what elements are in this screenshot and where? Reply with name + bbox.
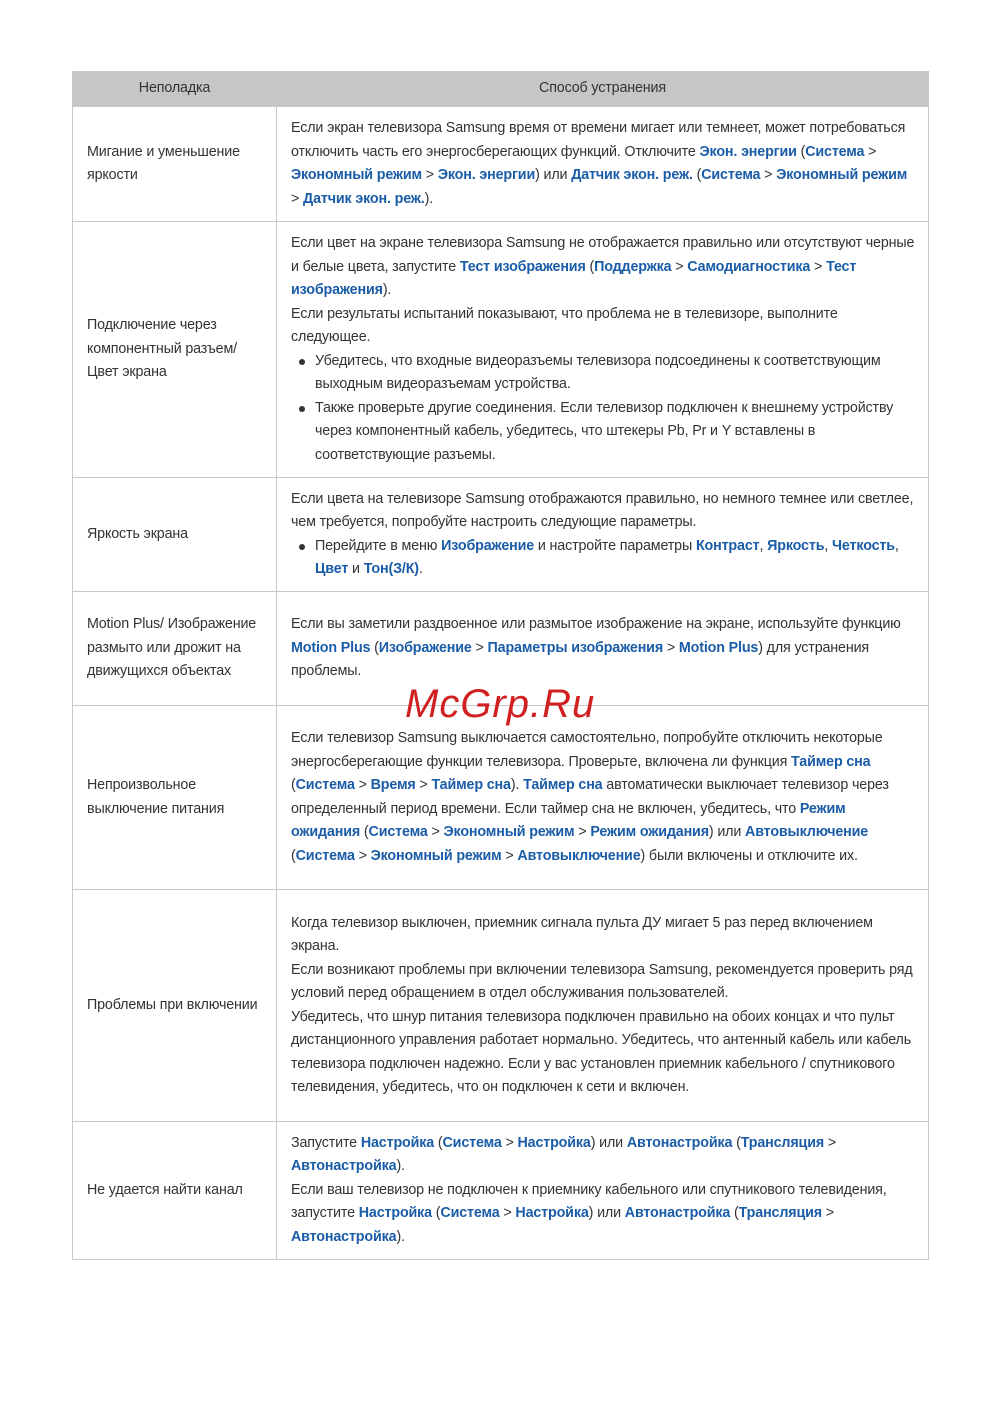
- text-segment: >: [501, 1134, 518, 1151]
- text-segment: Если вы заметили раздвоенное или размытое изображение на экране, используйте функцию: [291, 616, 901, 633]
- text-segment: Если возникают проблемы при включении телевизора Samsung, рекомендуется проверить ряд условий перед обращением в отдел обслуживания пользователей.: [291, 961, 913, 1001]
- menu-path-link: Автонастройка: [624, 1205, 731, 1222]
- solution-cell: [277, 107, 929, 222]
- paragraph: [291, 117, 916, 211]
- menu-path-link: Датчик экон. реж.: [571, 167, 693, 183]
- text-segment: ) или: [590, 1134, 627, 1151]
- text-segment: >: [471, 639, 488, 656]
- text-segment: (: [360, 824, 369, 840]
- menu-path-link: Система: [805, 143, 865, 160]
- table-row: [73, 706, 929, 890]
- text-segment: >: [810, 258, 827, 275]
- bullet-item: [291, 397, 916, 468]
- problem-label: Яркость экрана: [73, 478, 277, 592]
- text-segment: Запустите: [291, 1134, 361, 1151]
- paragraph: [291, 727, 916, 868]
- menu-path-link: Параметры изображения: [487, 639, 664, 656]
- menu-path-link: Таймер сна: [523, 777, 603, 793]
- text-segment: Если результаты испытаний показывают, что проблема не в телевизоре, выполните следующее.: [291, 305, 838, 345]
- menu-path-link: Система: [701, 167, 761, 183]
- text-segment: >: [354, 847, 371, 864]
- menu-path-link: Экономный режим: [776, 167, 908, 183]
- menu-path-link: Настройка: [360, 1134, 435, 1151]
- menu-path-link: Тест изображения: [459, 258, 586, 275]
- text-segment: (: [692, 167, 702, 183]
- menu-path-link: Время: [370, 777, 416, 793]
- text-segment: >: [663, 639, 679, 656]
- text-segment: Когда телевизор выключен, приемник сигнала пульта ДУ мигает 5 раз перед включением экрана.: [291, 914, 873, 954]
- troubleshooting-table: [72, 71, 929, 1260]
- text-segment: (: [291, 847, 296, 864]
- problem-label: Мигание и уменьшение яркости: [73, 107, 277, 222]
- menu-path-link: Контраст: [695, 537, 760, 554]
- text-segment: .: [418, 561, 423, 577]
- table-row: [73, 1122, 929, 1260]
- text-segment: Если ваш телевизор не подключен к приемнику кабельного или спутникового телевидения, запустите: [291, 1181, 887, 1222]
- table-row: [73, 890, 929, 1122]
- menu-path-link: Экономный режим: [370, 847, 502, 864]
- text-segment: Также проверьте другие соединения. Если телевизор подключен к внешнему устройству через компонентный кабель, убедитесь, что штекеры Pb, Pr и Y вставлены в соответствующие разъемы.: [315, 399, 894, 463]
- text-segment: (: [370, 639, 379, 656]
- text-segment: >: [415, 777, 432, 793]
- text-segment: Перейдите в меню: [315, 537, 442, 554]
- menu-path-link: Motion Plus: [291, 639, 371, 656]
- paragraph: [291, 1179, 916, 1250]
- text-segment: >: [354, 777, 371, 793]
- text-segment: (: [730, 1205, 739, 1222]
- text-segment: >: [821, 1205, 834, 1222]
- menu-path-link: Система: [440, 1205, 500, 1222]
- text-segment: (: [431, 1205, 441, 1222]
- text-segment: ).: [396, 1228, 405, 1245]
- text-segment: ) или: [708, 824, 746, 840]
- menu-path-link: Самодиагностика: [687, 258, 811, 275]
- menu-path-link: Датчик экон. реж.: [303, 190, 425, 207]
- menu-path-link: Система: [368, 824, 428, 840]
- text-segment: (: [291, 777, 296, 793]
- text-segment: >: [421, 167, 438, 183]
- menu-path-link: Автонастройка: [291, 1158, 397, 1175]
- problem-label: Подключение через компонентный разъем/ Цвет экрана: [73, 222, 277, 478]
- text-segment: Если экран телевизора Samsung время от времени мигает или темнеет, может потребоваться отключить часть его энергосберегающих функций. Отключите: [291, 120, 906, 160]
- text-segment: ) или: [535, 167, 572, 183]
- text-segment: Если телевизор Samsung выключается самостоятельно, попробуйте отключить некоторые энергосберегающие функции телевизора. Проверьте, включена ли функция: [291, 730, 883, 770]
- solution-cell: [277, 706, 929, 890]
- paragraph: [291, 912, 916, 959]
- solution-cell: [277, 222, 929, 478]
- problem-label: Проблемы при включении: [73, 890, 277, 1122]
- text-segment: >: [499, 1205, 516, 1222]
- menu-path-link: Настройка: [515, 1205, 589, 1222]
- text-segment: ) или: [588, 1205, 625, 1222]
- paragraph: [291, 488, 916, 535]
- text-segment: ).: [396, 1158, 405, 1175]
- menu-path-link: Таймер сна: [791, 753, 871, 770]
- problem-label: Непроизвольное выключение питания: [73, 706, 277, 890]
- watermark: McGrp.Ru: [405, 682, 596, 726]
- paragraph: [291, 1132, 916, 1179]
- menu-path-link: Система: [442, 1134, 502, 1151]
- menu-path-link: Яркость: [767, 537, 825, 554]
- text-segment: ).: [424, 190, 434, 207]
- menu-path-link: Автовыключение: [517, 847, 641, 864]
- problem-label: Не удается найти канал: [73, 1122, 277, 1260]
- menu-path-link: Настройка: [358, 1205, 432, 1222]
- menu-path-link: Экономный режим: [291, 167, 422, 183]
- menu-path-link: Настройка: [517, 1134, 591, 1151]
- text-segment: Если цвета на телевизоре Samsung отображаются правильно, но немного темнее или светлее, чем требуется, попробуйте настроить следующие параметры.: [291, 490, 914, 530]
- text-segment: ).: [510, 777, 524, 793]
- text-segment: ,: [824, 537, 833, 554]
- menu-path-link: Изображение: [378, 639, 472, 656]
- text-segment: (: [732, 1134, 741, 1151]
- solution-cell: [277, 478, 929, 592]
- menu-path-link: Изображение: [441, 537, 535, 554]
- menu-path-link: Автовыключение: [745, 824, 869, 840]
- text-segment: >: [291, 190, 304, 207]
- text-segment: Если цвет на экране телевизора Samsung не отображается правильно или отсутствуют черные и белые цвета, запустите: [291, 235, 915, 275]
- menu-path-link: Таймер сна: [431, 777, 511, 793]
- text-segment: >: [427, 824, 444, 840]
- menu-path-link: Трансляция: [740, 1134, 825, 1151]
- menu-path-link: Система: [295, 777, 355, 793]
- text-segment: (: [434, 1134, 443, 1151]
- menu-path-link: Трансляция: [738, 1205, 822, 1222]
- solution-cell: [277, 592, 929, 706]
- menu-path-link: Цвет: [315, 561, 349, 577]
- text-segment: ) были включены и отключите их.: [640, 847, 858, 864]
- menu-path-link: Тон(З/К): [363, 561, 419, 577]
- menu-path-link: Экон. энергии: [699, 143, 797, 160]
- menu-path-link: Тест изображения: [291, 258, 857, 298]
- text-segment: >: [671, 258, 688, 275]
- text-segment: (: [796, 143, 806, 160]
- paragraph: [291, 613, 916, 684]
- menu-path-link: Четкость: [832, 537, 895, 554]
- text-segment: ).: [382, 282, 392, 298]
- text-segment: (: [585, 258, 595, 275]
- text-segment: >: [574, 824, 591, 840]
- table-row: [73, 222, 929, 478]
- table-header-row: [73, 72, 929, 107]
- text-segment: ) для устранения проблемы.: [291, 639, 870, 680]
- text-segment: >: [501, 847, 518, 864]
- menu-path-link: Поддержка: [594, 258, 672, 275]
- bullet-item: [291, 350, 916, 397]
- text-segment: >: [824, 1134, 837, 1151]
- menu-path-link: Экономный режим: [443, 824, 575, 840]
- text-segment: и: [348, 561, 364, 577]
- menu-path-link: Экон. энергии: [437, 167, 536, 183]
- problem-label: Motion Plus/ Изображение размыто или дрожит на движущихся объектах: [73, 592, 277, 706]
- menu-path-link: Система: [295, 847, 355, 864]
- text-segment: Убедитесь, что шнур питания телевизора подключен правильно на обоих концах и что пульт дистанционного управления работает нормально. Убедитесь, что антенный кабель или кабель телевизора подключен надежно. Если у вас установлен приемник кабельного / спутникового телевидения, убедитесь, что он подключен к сети и включен.: [291, 1008, 912, 1095]
- menu-path-link: Автонастройка: [291, 1228, 397, 1245]
- table-row: [73, 478, 929, 592]
- table-row: [73, 107, 929, 222]
- solution-cell: [277, 890, 929, 1122]
- text-segment: ,: [759, 537, 768, 554]
- solution-cell: [277, 1122, 929, 1260]
- header-problem: Неполадка: [73, 72, 277, 107]
- paragraph: [291, 959, 916, 1006]
- header-solution: Способ устранения: [277, 72, 929, 107]
- paragraph: [291, 303, 916, 350]
- menu-path-link: Режим ожидания: [291, 800, 846, 840]
- text-segment: Убедитесь, что входные видеоразъемы телевизора подсоединены к соответствующим выходным видеоразъемам устройства.: [315, 352, 881, 392]
- menu-path-link: Motion Plus: [678, 639, 759, 656]
- paragraph: [291, 1006, 916, 1100]
- text-segment: автоматически выключает телевизор через определенный период времени. Если таймер сна не включен, убедитесь, что: [291, 777, 889, 817]
- text-segment: >: [760, 167, 777, 183]
- text-segment: >: [864, 143, 877, 160]
- menu-path-link: Автонастройка: [626, 1134, 733, 1151]
- bullet-item: [291, 535, 916, 582]
- text-segment: и настройте параметры: [534, 537, 696, 554]
- text-segment: ,: [894, 537, 899, 554]
- paragraph: [291, 232, 916, 303]
- menu-path-link: Режим ожидания: [590, 824, 709, 840]
